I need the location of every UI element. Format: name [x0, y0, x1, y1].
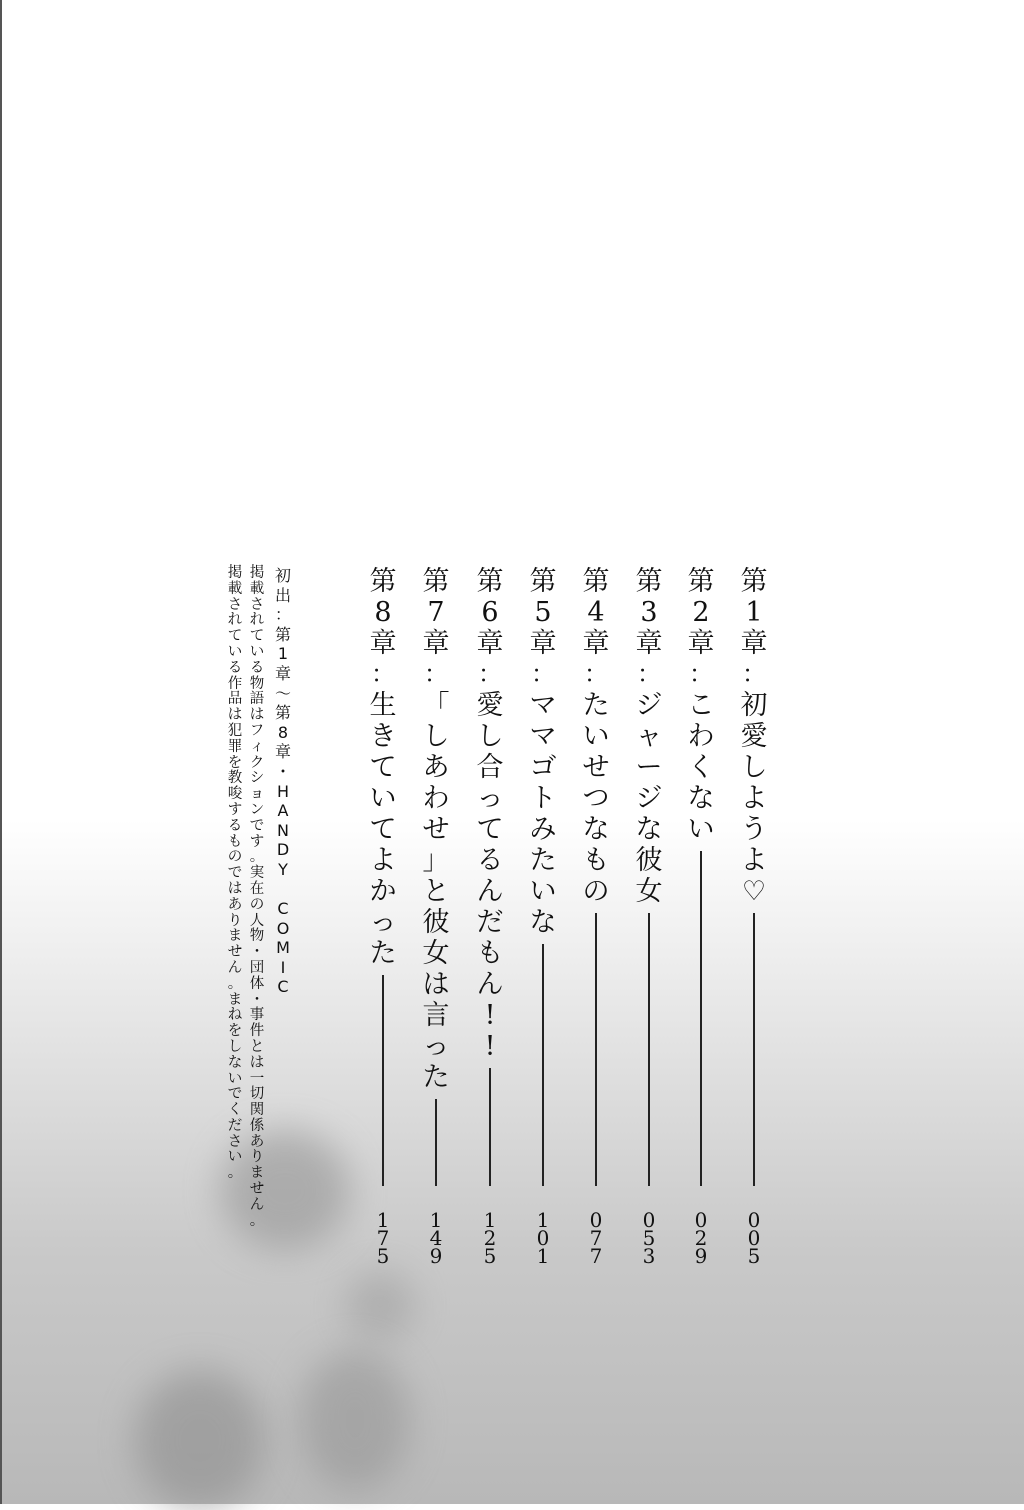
text-glyph: 0 [747, 1208, 761, 1232]
text-glyph: 章 [529, 628, 557, 659]
text-glyph: る [476, 845, 504, 876]
text-glyph: 5 [747, 1244, 761, 1268]
text-glyph: 関 [249, 1102, 265, 1119]
text-glyph: り [249, 1149, 265, 1166]
text-glyph: マ [529, 690, 557, 721]
text-glyph: 。 [249, 1212, 265, 1229]
text-glyph: 第 [476, 566, 504, 597]
text-glyph: C [277, 977, 289, 997]
leader-line [595, 913, 597, 1186]
text-glyph: い [249, 643, 265, 660]
text-glyph: さ [227, 596, 243, 613]
text-glyph: な [227, 1054, 243, 1071]
text-glyph: 第 [369, 566, 397, 597]
text-glyph: 出 [274, 585, 291, 605]
text-glyph: 1 [376, 1208, 390, 1232]
text-glyph: 」 [422, 845, 450, 876]
text-glyph: 章 [582, 628, 610, 659]
text-glyph: た [369, 938, 397, 969]
text-glyph: 係 [249, 1117, 265, 1134]
text-glyph: 彼 [422, 907, 450, 938]
text-glyph: て [369, 752, 397, 783]
text-glyph: ん [476, 969, 504, 1000]
text-glyph: で [227, 865, 243, 882]
text-glyph: て [369, 814, 397, 845]
text-glyph: な [529, 907, 557, 938]
text-glyph: も [582, 845, 610, 876]
fiction-disclaimer [247, 566, 267, 1229]
text-glyph: い [227, 643, 243, 660]
text-glyph: C [277, 899, 289, 919]
text-glyph: い [369, 783, 397, 814]
text-glyph: を [227, 1023, 243, 1040]
text-glyph: り [227, 912, 243, 929]
text-glyph: シ [249, 770, 265, 787]
text-glyph: せ [422, 814, 450, 845]
text-glyph: は [227, 880, 243, 897]
text-glyph: る [249, 659, 265, 676]
background-smudge [345, 1270, 415, 1340]
text-glyph: 第 [740, 566, 768, 597]
text-glyph: 章 [476, 628, 504, 659]
toc-entry [473, 566, 507, 1268]
text-glyph: ィ [249, 738, 265, 755]
text-glyph: 7 [589, 1226, 603, 1250]
chapter-page-number [419, 1208, 453, 1268]
text-glyph: 章 [635, 628, 663, 659]
text-glyph: れ [227, 612, 243, 629]
page-edge [0, 0, 2, 1504]
first-publication-note [273, 566, 293, 997]
chapter-title [579, 566, 613, 907]
text-glyph: う [740, 814, 768, 845]
text-glyph: 5 [534, 597, 552, 628]
text-glyph: ャ [635, 721, 663, 752]
text-glyph: 1 [536, 1244, 550, 1268]
text-glyph: て [249, 628, 265, 645]
text-glyph: な [635, 814, 663, 845]
text-glyph: ま [227, 928, 243, 945]
text-glyph: ゴ [529, 752, 557, 783]
text-glyph: 0 [536, 1226, 550, 1250]
text-glyph: ： [424, 660, 448, 688]
text-glyph: せ [227, 944, 243, 961]
text-glyph: 語 [249, 691, 265, 708]
text-glyph: ん [249, 1196, 265, 1213]
text-glyph: 体 [249, 975, 265, 992]
text-glyph: ま [249, 1165, 265, 1182]
text-glyph: D [276, 840, 290, 860]
text-glyph: ： [689, 660, 713, 688]
text-glyph: の [582, 876, 610, 907]
text-glyph: 初 [740, 690, 768, 721]
text-glyph: ね [227, 1007, 243, 1024]
text-glyph: さ [249, 596, 265, 613]
text-glyph: 愛 [740, 721, 768, 752]
text-glyph: 載 [227, 580, 243, 597]
text-glyph: 第 [687, 566, 715, 597]
text-glyph: 犯 [227, 722, 243, 739]
text-glyph: 在 [249, 880, 265, 897]
text-glyph: た [582, 690, 610, 721]
text-glyph: す [227, 801, 243, 818]
text-glyph: し [740, 752, 768, 783]
text-glyph: 愛 [476, 690, 504, 721]
text-glyph: ： [584, 660, 608, 688]
chapter-page-number [473, 1208, 507, 1268]
text-glyph: 章 [274, 663, 291, 683]
text-glyph: 掲 [249, 565, 265, 581]
text-glyph: 9 [429, 1244, 443, 1268]
text-glyph: ん [227, 959, 243, 976]
text-glyph: の [227, 849, 243, 866]
text-glyph: い [227, 1149, 243, 1166]
text-glyph: き [369, 721, 397, 752]
text-glyph: ジ [635, 783, 663, 814]
text-glyph: 第 [422, 566, 450, 597]
text-glyph: し [476, 721, 504, 752]
text-glyph: て [227, 628, 243, 645]
text-glyph: 3 [642, 1244, 656, 1268]
text-glyph: 4 [587, 597, 605, 628]
text-glyph: 1 [277, 644, 289, 664]
text-glyph: 合 [476, 752, 504, 783]
text-glyph: 第 [529, 566, 557, 597]
text-glyph: も [227, 833, 243, 850]
text-glyph: よ [740, 783, 768, 814]
leader-line [753, 913, 755, 1186]
text-glyph: る [227, 817, 243, 834]
text-glyph: ま [227, 991, 243, 1008]
text-glyph: た [529, 845, 557, 876]
text-glyph: Y [278, 859, 288, 879]
text-glyph: 4 [429, 1226, 443, 1250]
text-glyph [273, 880, 293, 900]
text-glyph: 5 [376, 1244, 390, 1268]
text-glyph: れ [249, 612, 265, 629]
text-glyph: た [422, 1062, 450, 1093]
text-glyph: 0 [747, 1226, 761, 1250]
text-glyph: い [687, 814, 715, 845]
text-glyph: A [277, 801, 289, 821]
text-glyph: 章 [687, 628, 715, 659]
text-glyph: あ [422, 752, 450, 783]
text-glyph: て [476, 814, 504, 845]
text-glyph: つ [582, 783, 610, 814]
text-glyph: も [476, 938, 504, 969]
text-glyph: ： [531, 660, 555, 688]
chapter-title [632, 566, 666, 907]
text-glyph: よ [369, 845, 397, 876]
text-glyph: は [227, 707, 243, 724]
text-glyph: っ [476, 783, 504, 814]
text-glyph: い [529, 876, 557, 907]
text-glyph: で [249, 817, 265, 834]
text-glyph: 作 [227, 675, 243, 692]
toc-entry [737, 566, 771, 1268]
text-glyph: 第 [582, 566, 610, 597]
chapter-title [366, 566, 400, 969]
text-glyph: っ [422, 1031, 450, 1062]
text-glyph: く [227, 1102, 243, 1119]
text-glyph: 事 [249, 1007, 265, 1024]
chapter-title [473, 566, 507, 1062]
text-glyph: 生 [369, 690, 397, 721]
text-glyph: せ [249, 1181, 265, 1198]
text-glyph: ン [249, 801, 265, 818]
text-glyph: か [369, 876, 397, 907]
text-glyph: し [227, 1038, 243, 1055]
leader-line [648, 913, 650, 1186]
text-glyph: ： [742, 660, 766, 688]
text-glyph: ・ [249, 991, 265, 1008]
text-glyph: だ [476, 907, 504, 938]
text-glyph: 3 [640, 597, 658, 628]
text-glyph: ! [484, 1031, 496, 1062]
text-glyph: 7 [427, 597, 445, 628]
text-glyph: よ [740, 845, 768, 876]
text-glyph: M [276, 938, 290, 958]
chapter-page-number [632, 1208, 666, 1268]
text-glyph: 2 [694, 1226, 708, 1250]
text-glyph: く [687, 752, 715, 783]
text-glyph: は [422, 969, 450, 1000]
text-glyph: し [422, 721, 450, 752]
text-glyph: と [422, 876, 450, 907]
text-glyph: 団 [249, 959, 265, 976]
text-glyph: ： [478, 660, 502, 688]
text-glyph: 9 [694, 1244, 708, 1268]
text-glyph: だ [227, 1117, 243, 1134]
text-glyph: っ [369, 907, 397, 938]
text-glyph: と [249, 1038, 265, 1055]
toc-entry [526, 566, 560, 1268]
text-glyph: H [276, 781, 290, 801]
text-glyph: 2 [692, 597, 710, 628]
text-glyph: I [280, 957, 286, 977]
text-glyph: 1 [429, 1208, 443, 1232]
text-glyph: な [582, 814, 610, 845]
chapter-page-number [579, 1208, 613, 1268]
text-glyph: 第 [274, 624, 291, 644]
text-glyph: る [227, 659, 243, 676]
chapter-page-number [366, 1208, 400, 1268]
text-glyph: ! [484, 1000, 496, 1031]
text-glyph: 物 [249, 675, 265, 692]
text-glyph: ： [274, 605, 291, 625]
text-glyph: 人 [249, 912, 265, 929]
leader-line [382, 975, 384, 1186]
text-glyph: い [227, 1070, 243, 1087]
text-glyph: 切 [249, 1086, 265, 1103]
text-glyph: い [582, 721, 610, 752]
text-glyph: 6 [481, 597, 499, 628]
text-glyph: 彼 [635, 845, 663, 876]
text-glyph: あ [249, 1133, 265, 1150]
chapter-title [684, 566, 718, 845]
background-smudge [135, 1370, 265, 1510]
text-glyph: ー [635, 752, 663, 783]
text-glyph: せ [582, 752, 610, 783]
chapter-title [737, 566, 771, 907]
chapter-page-number [684, 1208, 718, 1268]
chapter-title [526, 566, 560, 938]
text-glyph: す [249, 833, 265, 850]
text-glyph: 8 [277, 722, 289, 742]
background-smudge [300, 1350, 410, 1490]
leader-line [700, 851, 702, 1186]
text-glyph: 5 [642, 1226, 656, 1250]
text-glyph: 第 [274, 703, 291, 723]
text-glyph: 。 [249, 849, 265, 866]
text-glyph: 物 [249, 928, 265, 945]
text-glyph: わ [422, 783, 450, 814]
text-glyph: さ [227, 1133, 243, 1150]
text-glyph: O [276, 918, 290, 938]
text-glyph: 0 [589, 1208, 603, 1232]
leader-line [542, 944, 544, 1186]
text-glyph: 章 [274, 742, 291, 762]
text-glyph: こ [687, 690, 715, 721]
text-glyph: ・ [249, 944, 265, 961]
text-glyph: 女 [635, 876, 663, 907]
crime-disclaimer [225, 566, 245, 1182]
text-glyph: フ [249, 722, 265, 739]
text-glyph: 章 [740, 628, 768, 659]
text-glyph: 初 [274, 566, 291, 585]
text-glyph: 0 [642, 1208, 656, 1232]
text-glyph: 0 [694, 1208, 708, 1232]
text-glyph: 8 [374, 597, 392, 628]
text-glyph: 品 [227, 691, 243, 708]
text-glyph: 章 [369, 628, 397, 659]
text-glyph: 章 [422, 628, 450, 659]
text-glyph: 女 [422, 938, 450, 969]
text-glyph: ト [529, 783, 557, 814]
text-glyph: ： [371, 660, 395, 688]
text-glyph: ♡ [741, 876, 767, 907]
text-glyph: 実 [249, 865, 265, 882]
leader-line [435, 1099, 437, 1186]
text-glyph: ん [476, 876, 504, 907]
text-glyph: 7 [589, 1244, 603, 1268]
toc-entry [579, 566, 613, 1268]
text-glyph: ジ [635, 690, 663, 721]
text-glyph: 載 [249, 580, 265, 597]
text-glyph: 第 [635, 566, 663, 597]
text-glyph: 件 [249, 1023, 265, 1040]
text-glyph: 。 [227, 975, 243, 992]
chapter-title [419, 566, 453, 1093]
text-glyph: 1 [745, 597, 763, 628]
text-glyph: 1 [536, 1208, 550, 1232]
text-glyph: 2 [483, 1226, 497, 1250]
text-glyph: N [277, 820, 289, 840]
text-glyph: ョ [249, 786, 265, 803]
text-glyph: 5 [483, 1244, 497, 1268]
text-glyph: み [529, 814, 557, 845]
chapter-page-number [737, 1208, 771, 1268]
toc-entry [366, 566, 400, 1268]
text-glyph: 掲 [227, 565, 243, 581]
text-glyph: ・ [274, 761, 291, 781]
text-glyph: 「 [422, 690, 450, 721]
text-glyph: の [249, 896, 265, 913]
text-glyph: ： [637, 660, 661, 688]
text-glyph: を [227, 754, 243, 771]
toc-entry [684, 566, 718, 1268]
text-glyph: マ [529, 721, 557, 752]
text-glyph: わ [687, 721, 715, 752]
chapter-page-number [526, 1208, 560, 1268]
text-glyph: 〜 [274, 683, 291, 703]
text-glyph: 唆 [227, 786, 243, 803]
text-glyph: 7 [376, 1226, 390, 1250]
text-glyph: 言 [422, 1000, 450, 1031]
leader-line [489, 1068, 491, 1186]
text-glyph: は [249, 707, 265, 724]
toc-entry [632, 566, 666, 1268]
text-glyph: あ [227, 896, 243, 913]
text-glyph: ク [249, 754, 265, 771]
text-glyph: 一 [249, 1070, 265, 1087]
text-glyph: 1 [483, 1208, 497, 1232]
toc-entry [419, 566, 453, 1268]
text-glyph: 。 [227, 1165, 243, 1182]
text-glyph: な [687, 783, 715, 814]
text-glyph: 教 [227, 770, 243, 787]
text-glyph: は [249, 1054, 265, 1071]
text-glyph: で [227, 1086, 243, 1103]
text-glyph: 罪 [227, 738, 243, 755]
